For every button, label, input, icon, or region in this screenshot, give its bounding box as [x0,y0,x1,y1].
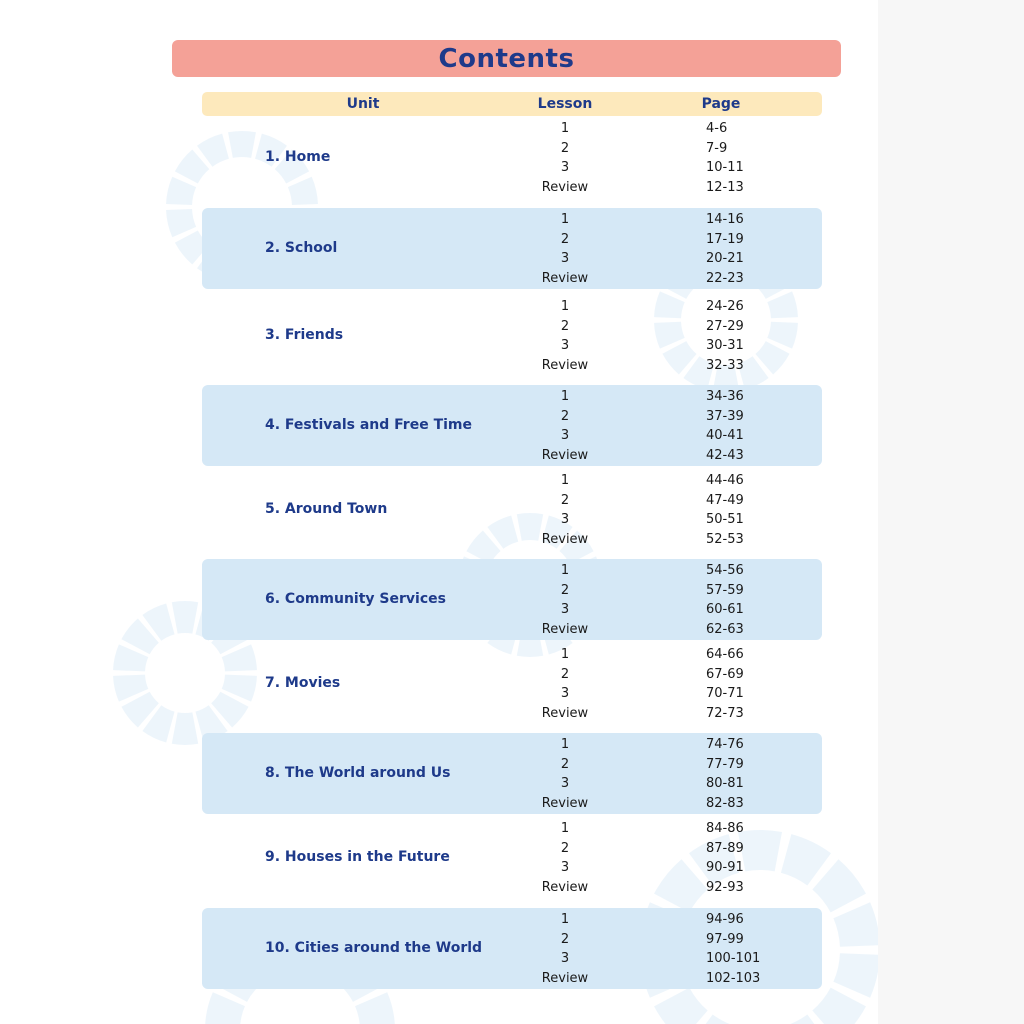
page-range: 80-81 [706,776,744,792]
page-range: 42-43 [706,447,744,463]
unit-name: 3. Friends [265,327,344,343]
page-range: 27-29 [706,318,744,334]
page-range: 32-33 [706,357,744,373]
lesson-number: 1 [560,647,570,662]
lesson-number: 3 [560,338,570,354]
page-range: 54-56 [706,563,744,578]
lesson-number: 1 [560,121,570,136]
page-range: 12-13 [706,179,744,195]
unit-name: 1. Home [265,149,331,165]
page-range: 37-39 [706,408,744,424]
lesson-number: Review [541,531,589,547]
lesson-number: 3 [560,428,570,444]
page-range: 92-93 [706,879,744,895]
unit-name: 6. Community Services [265,591,446,607]
page-range: 20-21 [706,251,744,267]
unit-row [202,208,822,289]
lesson-number: 2 [560,140,570,156]
page-range: 34-36 [706,389,744,404]
lesson-number: 1 [560,737,570,752]
page-column-header: Page [701,96,741,112]
lesson-number: 2 [560,582,570,598]
wheel-segment [166,209,196,237]
lesson-number: 2 [560,840,570,856]
lesson-number: Review [541,270,589,286]
lesson-number: Review [541,357,589,373]
page-range: 60-61 [706,602,744,618]
unit-name: 10. Cities around the World [265,940,483,956]
lesson-number: 3 [560,860,570,876]
page-range: 64-66 [706,647,744,662]
page-range: 57-59 [706,582,744,598]
wheel-segment [166,177,196,205]
page-range: 62-63 [706,621,744,637]
page-range: 14-16 [706,212,744,227]
lesson-number: 2 [560,408,570,424]
wheel-segment [172,712,198,745]
unit-row [202,385,822,466]
lesson-number: 2 [560,931,570,947]
page-range: 90-91 [706,860,744,876]
wheel-segment [654,988,708,1024]
lesson-number: Review [541,795,589,811]
lesson-number: 1 [560,212,570,227]
page-range: 77-79 [706,756,744,772]
page-range: 24-26 [706,299,744,314]
lesson-column-header: Lesson [537,96,593,112]
unit-name: 7. Movies [265,675,341,691]
table-header [202,92,822,116]
page-range: 40-41 [706,428,744,444]
wheel-segment [812,988,866,1024]
page-range: 44-46 [706,473,744,488]
page-range: 94-96 [706,912,744,927]
lesson-number: 3 [560,160,570,176]
page-range: 97-99 [706,931,744,947]
lesson-number: 2 [560,492,570,508]
lesson-number: 1 [560,389,570,404]
lesson-number: 3 [560,512,570,528]
unit-name: 9. Houses in the Future [265,849,450,865]
page-title: Contents [438,43,575,74]
page-range: 7-9 [706,140,728,156]
lesson-number: 2 [560,318,570,334]
page-range: 100-101 [706,951,761,967]
unit-row [202,117,822,198]
lesson-number: 2 [560,231,570,247]
page-range: 67-69 [706,666,744,682]
lesson-number: 3 [560,686,570,702]
lesson-number: Review [541,970,589,986]
page-range: 10-11 [706,160,744,176]
unit-row [202,643,822,724]
page-range: 50-51 [706,512,744,528]
unit-row [202,469,822,550]
page-range: 22-23 [706,270,744,286]
unit-row [202,817,822,898]
page-range: 17-19 [706,231,744,247]
page-range: 4-6 [706,121,728,136]
wheel-segment [833,953,878,998]
lesson-number: Review [541,621,589,637]
lesson-number: 1 [560,473,570,488]
page-range: 87-89 [706,840,744,856]
wheel-segment [172,601,198,634]
unit-row [202,733,822,814]
unit-name: 4. Festivals and Free Time [265,417,473,433]
page-range: 84-86 [706,821,744,836]
lesson-number: 1 [560,563,570,578]
page-range: 82-83 [706,795,744,811]
unit-row [202,559,822,640]
page-range: 47-49 [706,492,744,508]
lesson-number: Review [541,879,589,895]
unit-column-header: Unit [346,96,380,112]
lesson-number: Review [541,447,589,463]
unit-name: 2. School [265,240,338,256]
unit-name: 8. The World around Us [265,765,451,781]
lesson-number: 1 [560,299,570,314]
unit-name: 5. Around Town [265,501,388,517]
page-range: 70-71 [706,686,744,702]
lesson-number: Review [541,179,589,195]
lesson-number: 3 [560,951,570,967]
lesson-number: 3 [560,251,570,267]
wheel-segment [833,902,878,947]
page-range: 52-53 [706,531,744,547]
page-range: 30-31 [706,338,744,354]
page-range: 72-73 [706,705,744,721]
lesson-number: 2 [560,756,570,772]
lesson-number: Review [541,705,589,721]
page-range: 102-103 [706,970,761,986]
unit-row [202,295,822,376]
lesson-number: 1 [560,821,570,836]
lesson-number: 3 [560,776,570,792]
page-range: 74-76 [706,737,744,752]
lesson-number: 1 [560,912,570,927]
lesson-number: 2 [560,666,570,682]
title-bar [172,40,841,77]
lesson-number: 3 [560,602,570,618]
unit-row [202,908,822,989]
